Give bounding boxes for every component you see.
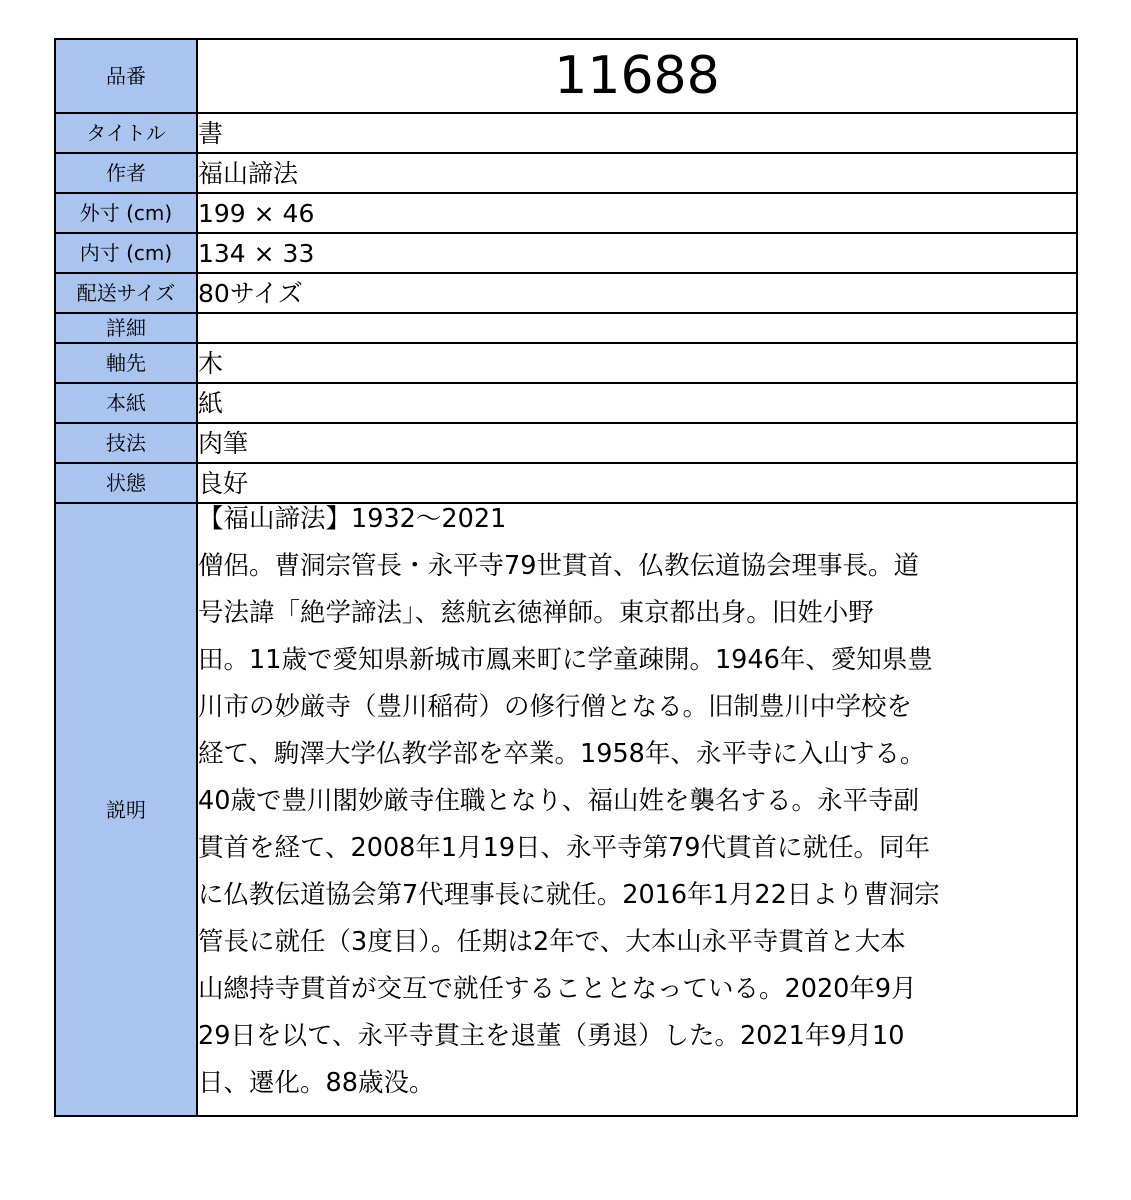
label-condition: 状態: [55, 463, 197, 503]
row-details: [55, 313, 1077, 343]
label-shipping-size: 配送サイズ: [55, 273, 197, 313]
description-line: 号法諱「絶学諦法」、慈航玄徳禅師。東京都出身。旧姓小野: [198, 598, 874, 628]
row-technique: [55, 423, 1077, 463]
value-inner-size: 134 × 33: [197, 233, 1077, 273]
value-item-number: 11688: [197, 39, 1077, 113]
label-outer-size: 外寸 (cm): [55, 193, 197, 233]
row-inner-size: [55, 233, 1077, 273]
value-shipping-size: 80サイズ: [197, 273, 1077, 313]
description-line: 山總持寺貫首が交互で就任することとなっている。2020年9月: [198, 974, 917, 1004]
description-line: 40歳で豊川閣妙厳寺住職となり、福山姓を襲名する。永平寺副: [198, 786, 919, 816]
label-base-paper: 本紙: [55, 383, 197, 423]
description-line: 川市の妙厳寺（豊川稲荷）の修行僧となる。旧制豊川中学校を: [198, 692, 913, 722]
row-title: [55, 113, 1077, 153]
label-item-number: 品番: [55, 39, 197, 113]
description-line: 僧侶。曹洞宗管長・永平寺79世貫首、仏教伝道協会理事長。道: [198, 551, 919, 581]
row-outer-size: [55, 193, 1077, 233]
description-line: に仏教伝道協会第7代理事長に就任。2016年1月22日より曹洞宗: [198, 880, 940, 910]
label-title: タイトル: [55, 113, 197, 153]
row-item-number: [55, 39, 1077, 113]
row-condition: [55, 463, 1077, 503]
description-line: 日、遷化。88歳没。: [198, 1068, 435, 1098]
value-technique: 肉筆: [197, 423, 1077, 463]
row-base-paper: [55, 383, 1077, 423]
description-line: 29日を以て、永平寺貫主を退董（勇退）した。2021年9月10: [198, 1021, 905, 1051]
label-inner-size: 内寸 (cm): [55, 233, 197, 273]
row-roller-end: [55, 343, 1077, 383]
row-shipping-size: [55, 273, 1077, 313]
description-line: 貫首を経て、2008年1月19日、永平寺第79代貫首に就任。同年: [198, 833, 931, 863]
description-line: 経て、駒澤大学仏教学部を卒業。1958年、永平寺に入山する。: [198, 739, 926, 769]
row-description: [55, 503, 1077, 1116]
value-description: [197, 503, 1077, 1116]
label-technique: 技法: [55, 423, 197, 463]
value-author: 福山諦法: [197, 153, 1077, 193]
value-condition: 良好: [197, 463, 1077, 503]
row-author: [55, 153, 1077, 193]
value-roller-end: 木: [197, 343, 1077, 383]
value-details: [197, 313, 1077, 343]
value-base-paper: 紙: [197, 383, 1077, 423]
label-description: 説明: [55, 503, 197, 1116]
product-spec-table: [54, 38, 1078, 1117]
description-line: 【福山諦法】1932〜2021: [198, 504, 507, 534]
label-roller-end: 軸先: [55, 343, 197, 383]
label-author: 作者: [55, 153, 197, 193]
value-outer-size: 199 × 46: [197, 193, 1077, 233]
description-line: 管長に就任（3度目）。任期は2年で、大本山永平寺貫首と大本: [198, 927, 906, 957]
value-title: 書: [197, 113, 1077, 153]
description-line: 田。11歳で愛知県新城市鳳来町に学童疎開。1946年、愛知県豊: [198, 645, 933, 675]
label-details: 詳細: [55, 313, 197, 343]
